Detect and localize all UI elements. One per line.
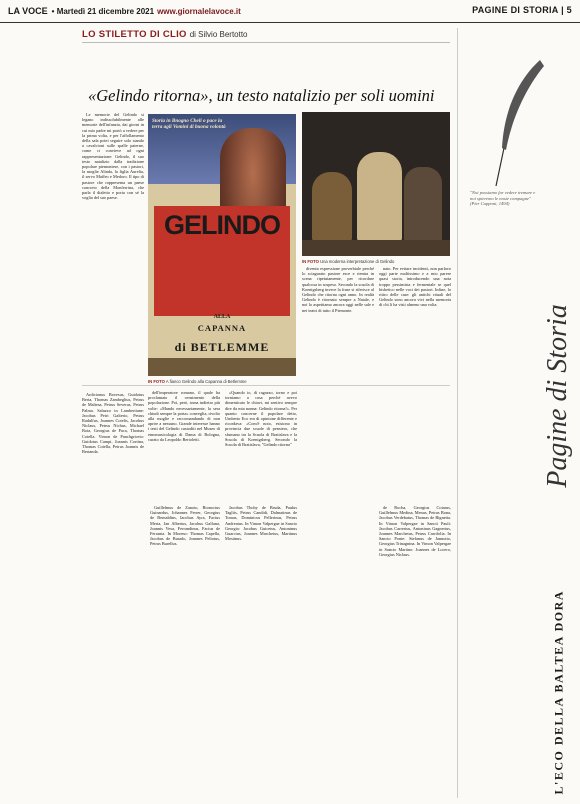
section-name: PAGINE DI STORIA | 5 [472, 5, 572, 15]
header-url[interactable]: www.giornalelavoce.it [157, 7, 241, 16]
photo-caption-2 [302, 259, 394, 264]
eco-masthead [538, 590, 574, 800]
caption-label: IN FOTO [302, 259, 319, 264]
list-text: Guillelmus de Zanoto, Bionocius Guinardus, Johannes Ferrer, Georgius de Bernaldins, Iacobus Ayra, Facius Meria, Jan Albertus, Jacobus Galfana, Joannis Vexa, Ferrandinus, Facius de Ferrania. In Moreno: Thomas Capella, Jacobus de Burado, Joannes Peliotus, Petrus Burellus. [150, 505, 220, 547]
article-column-2 [148, 390, 220, 444]
list-column-1 [82, 392, 144, 456]
poster-top-text: Storia in Bnogno Cheli o pace la terra agli Vomini di buona volontà [152, 118, 226, 130]
header-left [8, 6, 241, 16]
eco-title: L'ECO DELLA BALTEA DORA [551, 590, 566, 795]
page-header [0, 0, 580, 23]
caption-text: A fianco Gelindo alla Capanna di Betlemme [165, 379, 247, 384]
figure-right [404, 167, 442, 243]
article-text: nato. Per evitare incidenti, non parlavo oggi parte moltissimo e a mio parere quasi storia, introducendo una nota troppo pessimista e fermentale se quel bisbetico nelle voci dei pastori. Infine, lo ritiro delle case: gli antichi rituali del Gelindo sono ancora vivi nella memoria di chi li ha visti almeno una volta. [379, 266, 451, 308]
section-divider [82, 385, 450, 386]
header-date: • Martedì 21 dicembre 2021 [51, 7, 155, 16]
rubric-author: di Silvio Bertotto [189, 30, 248, 39]
list-text: Jacobus Thoby de Bruda, Paulus Tagliis, Petrus Candidi, Dalmatinus de Tomas, Dominicus Pellerinus, Petrus Andreatus. In Vimon Valpergae in Sancto Georgio: Jacobus Guicetus, Antoninus Guarcius, Joannes Marchetus, Martinus Mostinus. [225, 505, 297, 542]
article-text: «Quando io, di ragazzo, torno e poi torniamo a casa perché avevo dimenticato le chiavi, mi sentivo sempre dire da mia nonna: Gelindo ritorna!». Per quanto concerne il popolare detto, Umberto Eco era di opinione differente e ricordava: «Com'è noto, esistono in provincia due scuole di pensiero, che sfumano tra la Scuola di Bratislava e la Scuola di Koenigsberg. Secondo la Scuola di Bratislava, "Gelindo ritorna" [225, 390, 297, 448]
article-column-4 [302, 266, 374, 314]
poster-title: GELINDO [163, 210, 280, 240]
article-column-5 [379, 266, 451, 309]
caption-text: Una moderna interpretazione di Gelindo [320, 259, 395, 264]
poster-stage [148, 358, 296, 376]
photo-caption-1 [148, 379, 247, 384]
side-title-vertical [543, 210, 573, 590]
list-column-2 [150, 505, 220, 548]
gelindo-poster-image [148, 114, 296, 376]
caption-label: IN FOTO [148, 379, 165, 384]
headline: «Gelindo ritorna», un testo natalizio per soli uomini [88, 86, 435, 105]
modern-gelindo-photo [302, 112, 450, 256]
paper-name: LA VOCE [8, 6, 48, 16]
quill-icon [490, 58, 554, 188]
article-column-3 [225, 390, 297, 449]
poster-line-1: ALLA [213, 314, 231, 320]
article-text: Le memorie del Gelindo si legano indissolubilmente alle memorie dell'infanzia, dai giorni in cui mio padre mi portò a vedere per la prima volta, e per l'affollamento della sala potei seguire solo stando a cavalcioni sulle spalle paterne, come ci convieve ad ogni rappresentazione: Gelindo, il suo testo natalizio dalla tradizione popolare piemontese, con i pastori, la moglie Alinda, la figlia Aurelia, il servo Maffeo e Medoro. Il tipo di pastore che rappresenta un paese concreto della Monferrina, che parla il dialetto e porta con sé la voglia del suo paese. [82, 112, 144, 201]
list-column-3 [225, 505, 297, 543]
figure-center [357, 152, 402, 242]
article-column-1 [82, 112, 144, 202]
article-text: dell'imperatore romano, il quale ha proclamato il censimento della popolazione. Poi, però, torna indietro più volte: «Mando necessariamente, la sera chiudi sempre la porta» conveglia, rivolto alla moglie e raccomandando di non aprire a nessuno. Grande interesse hanno i testi del Gelindo custoditi nel Museo di etnomusicologia di Dama di Bologna, curato da Leopoldo Bertoletti. [148, 390, 220, 442]
list-text: Ardicionus Bovesus, Guidotus Berta, Thomas Zambeglius, Petrus de Maltesa, Petrus Severus, Petrus Palma. Saluzzo in Lambertiane: Jacobus Petri Galterio, Petrus Radulfus, Joannes Cotelis, Jacobus Niclaus, Petrus Nichus, Michael Boia, Georgius de Paca, Thomas Cotella. Vimon de Panchgriceto: Guidotus Campi, Joannis Cortina, Thomas Cotella, Petrus Joannis de Bertanda. [82, 392, 144, 455]
list-text: de Rocha, Georgius Cotarus, Guillelmus Medina, Menus, Petrus Bona, Jacobus Verdebatus, Thomas de Bignetta. In Vimon Valpergae in Sancti Pauli: Jacobus Carrerius, Antoninus Gagnerius, Joannes Marchetus, Petrus Carrifolia. In Sancto Ponte: Stefanus de Jannotto, Georgius Trinagnina. In Vimon Valpergae in Sancto Martino: Joannes de Locero, Georgius Niclaus. [379, 505, 451, 557]
right-rule [457, 28, 458, 798]
article-text: diventa espressione proverbiale perché lo sciagurato pastore esce e rientra in scena ripetutamente, per ricordare qualcosa in sospeso. Secondo la scuola di Koenigsberg invece la frase si riferisce al Gelindo che ritorna ogni anno. In realtà Gelindo è ritornato sempre a Natale, e noi lo aspettiamo ancora oggi nelle sale e nei teatri di tutto il Piemonte. [302, 266, 374, 313]
poster-line-3: di BETLEMME [174, 340, 270, 354]
rubric-title: LO STILETTO DI CLIO [82, 29, 187, 40]
list-column-4 [379, 505, 451, 559]
side-title: Pagine di Storia [542, 304, 573, 488]
floor [302, 240, 450, 256]
side-quote: "Noi possiamo far vedere tremare e noi spieremo le noste compagne" (Pier Capponi, 1494) [470, 190, 536, 207]
rubric [82, 29, 248, 40]
figure-left [312, 172, 352, 242]
rubric-divider [82, 42, 450, 43]
poster-line-2: CAPANNA [197, 323, 247, 333]
